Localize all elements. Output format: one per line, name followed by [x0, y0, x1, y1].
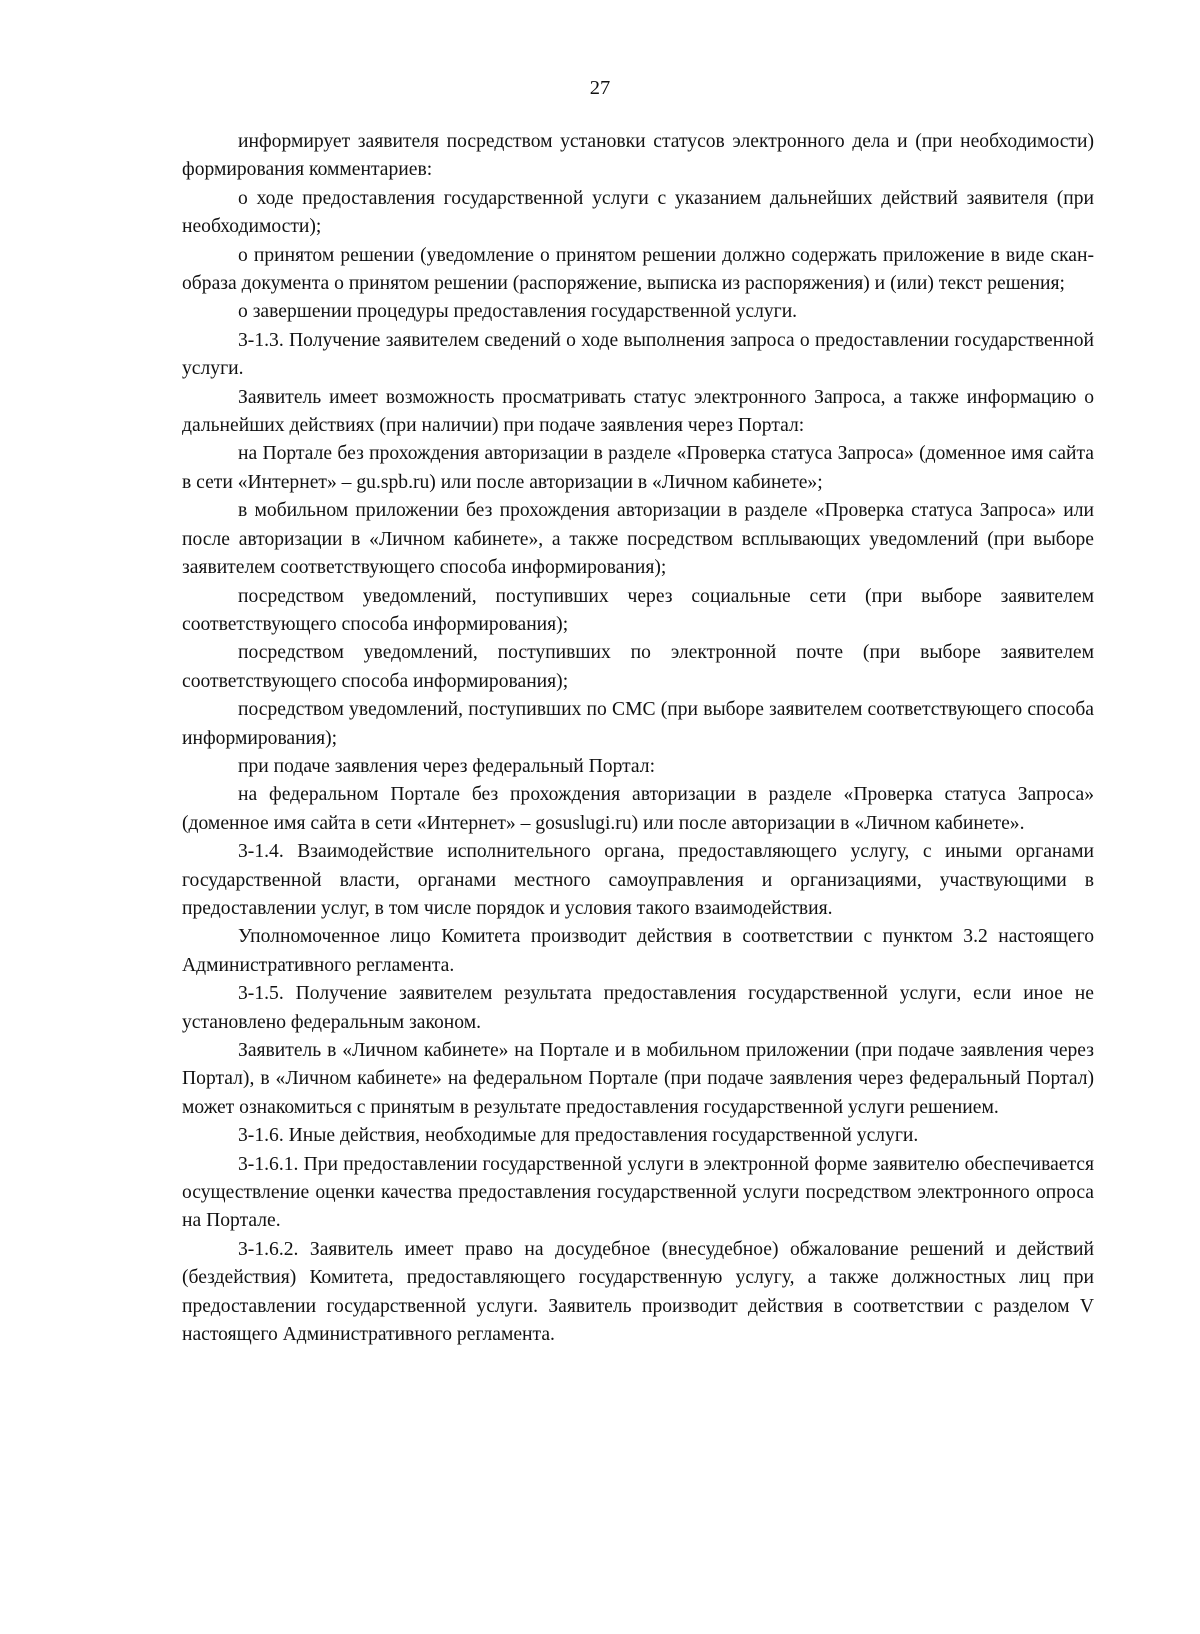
paragraph: посредством уведомлений, поступивших по электронной почте (при выборе заявителем соответствующего способа информирования);: [182, 642, 1094, 692]
paragraph: Заявитель в «Личном кабинете» на Портале и в мобильном приложении (при подаче заявления через Портал), в «Личном кабинете» на федеральном Портале (при подаче заявления через федеральный Портал) может ознакомиться с принятым в результате предоставления государственной услуги решением.: [182, 1040, 1094, 1118]
paragraph: на федеральном Портале без прохождения авторизации в разделе «Проверка статуса Запроса» (доменное имя сайта в сети «Интернет» – gosuslugi.ru) или после авторизации в «Личном кабинете».: [182, 784, 1094, 834]
paragraph: Уполномоченное лицо Комитета производит действия в соответствии с пунктом 3.2 настоящего Административного регламента.: [182, 926, 1094, 976]
paragraph: посредством уведомлений, поступивших по СМС (при выборе заявителем соответствующего способа информирования);: [182, 699, 1094, 749]
document-body: [182, 128, 1094, 1349]
paragraph: Заявитель имеет возможность просматривать статус электронного Запроса, а также информацию о дальнейших действиях (при наличии) при подаче заявления через Портал:: [182, 386, 1094, 437]
paragraph: посредством уведомлений, поступивших через социальные сети (при выборе заявителем соответствующего способа информирования);: [182, 585, 1094, 635]
paragraph: о ходе предоставления государственной услуги с указанием дальнейших действий заявителя (при необходимости);: [182, 187, 1094, 238]
section-heading: 3-1.4. Взаимодействие исполнительного органа, предоставляющего услугу, с иными органами государственной власти, органами местного самоуправления и организациями, участвующими в предоставлении услуг, в том числе порядок и условия такого взаимодействия.: [182, 841, 1094, 919]
paragraph: в мобильном приложении без прохождения авторизации в разделе «Проверка статуса Запроса» или после авторизации в «Личном кабинете», а также посредством всплывающих уведомлений (при выборе заявителем соответствующего способа информирования);: [182, 500, 1094, 579]
paragraph: информирует заявителя посредством установки статусов электронного дела и (при необходимости) формирования комментариев:: [182, 131, 1094, 181]
page-number: 27: [589, 77, 611, 99]
section-heading: 3-1.6. Иные действия, необходимые для предоставления государственной услуги.: [238, 1125, 919, 1147]
paragraph: о принятом решении (уведомление о принятом решении должно содержать приложение в виде скан-образа документа о принятом решении (распоряжение, выписка из распоряжения) и (или) текст решения;: [182, 244, 1094, 295]
paragraph: на Портале без прохождения авторизации в разделе «Проверка статуса Запроса» (доменное имя сайта в сети «Интернет» – gu.spb.ru) или после авторизации в «Личном кабинете»;: [182, 443, 1094, 493]
paragraph: о завершении процедуры предоставления государственной услуги.: [238, 301, 798, 323]
section-heading: 3-1.3. Получение заявителем сведений о ходе выполнения запроса о предоставлении государственной услуги.: [182, 329, 1094, 380]
section-heading: 3-1.6.1. При предоставлении государственной услуги в электронной форме заявителю обеспечивается осуществление оценки качества предоставления государственной услуги посредством электронного опроса на Портале.: [182, 1153, 1094, 1232]
paragraph: при подаче заявления через федеральный Портал:: [238, 755, 656, 777]
section-heading: 3-1.5. Получение заявителем результата предоставления государственной услуги, если иное не установлено федеральным законом.: [182, 983, 1094, 1033]
section-heading: 3-1.6.2. Заявитель имеет право на досудебное (внесудебное) обжалование решений и действий (бездействия) Комитета, предоставляющего государственную услугу, а также должностных лиц при предоставлении государственной услуги. Заявитель производит действия в соответствии с разделом V настоящего Административного регламента.: [182, 1238, 1094, 1346]
